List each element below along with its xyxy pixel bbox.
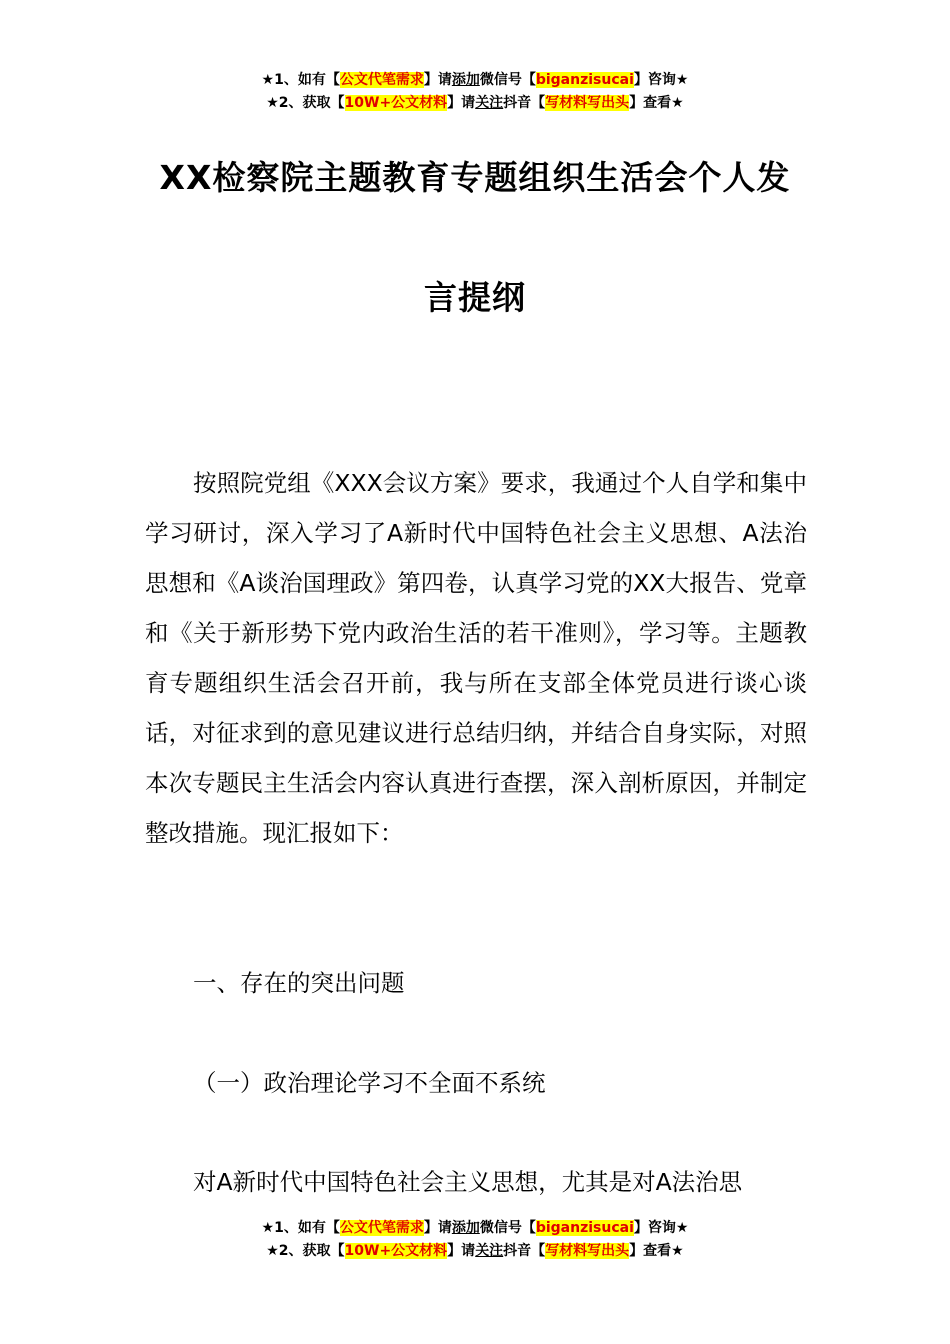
banner-highlight: 10W+公文材料: [344, 1243, 448, 1259]
footer-banner: [0, 1217, 950, 1263]
subsection-heading: （一）政治理论学习不全面不系统: [193, 1069, 546, 1097]
banner-highlight: 公文代笔需求: [339, 1220, 424, 1236]
banner-line-1: ★1、如有【公文代笔需求】请添加微信号【biganzisucai】咨询★: [261, 72, 689, 88]
banner-highlight: 写材料写出头: [545, 95, 630, 111]
banner-highlight: biganzisucai: [535, 72, 634, 88]
document-title-line-1: XX检察院主题教育专题组织生活会个人发: [159, 158, 791, 197]
banner-highlight: biganzisucai: [535, 1220, 634, 1236]
banner-highlight: 公文代笔需求: [339, 72, 424, 88]
body-paragraph: 对A新时代中国特色社会主义思想，尤其是对A法治思: [193, 1168, 743, 1196]
banner-line-1: ★1、如有【公文代笔需求】请添加微信号【biganzisucai】咨询★: [261, 1220, 689, 1236]
banner-line-2: ★2、获取【10W+公文材料】请关注抖音【写材料写出头】查看★: [266, 1243, 684, 1259]
document-title-line-2: 言提纲: [424, 278, 526, 317]
header-banner: [0, 69, 950, 115]
intro-paragraph: 按照院党组《XXX会议方案》要求，我通过个人自学和集中学习研讨，深入学习了A新时代中国特色社会主义思想、A法治思想和《A谈治国理政》第四卷，认真学习党的XX大报告、党章和《关于新形势下党内政治生活的若干准则》，学习等。主题教育专题组织生活会召开前，我与所在支部全体党员进行谈心谈话，对征求到的意见建议进行总结归纳，并结合自身实际，对照本次专题民主生活会内容认真进行查摆，深入剖析原因，并制定整改措施。现汇报如下：: [145, 469, 807, 847]
banner-line-2: ★2、获取【10W+公文材料】请关注抖音【写材料写出头】查看★: [266, 95, 684, 111]
section-heading: 一、存在的突出问题: [193, 969, 405, 997]
banner-highlight: 写材料写出头: [545, 1243, 630, 1259]
banner-highlight: 10W+公文材料: [344, 95, 448, 111]
